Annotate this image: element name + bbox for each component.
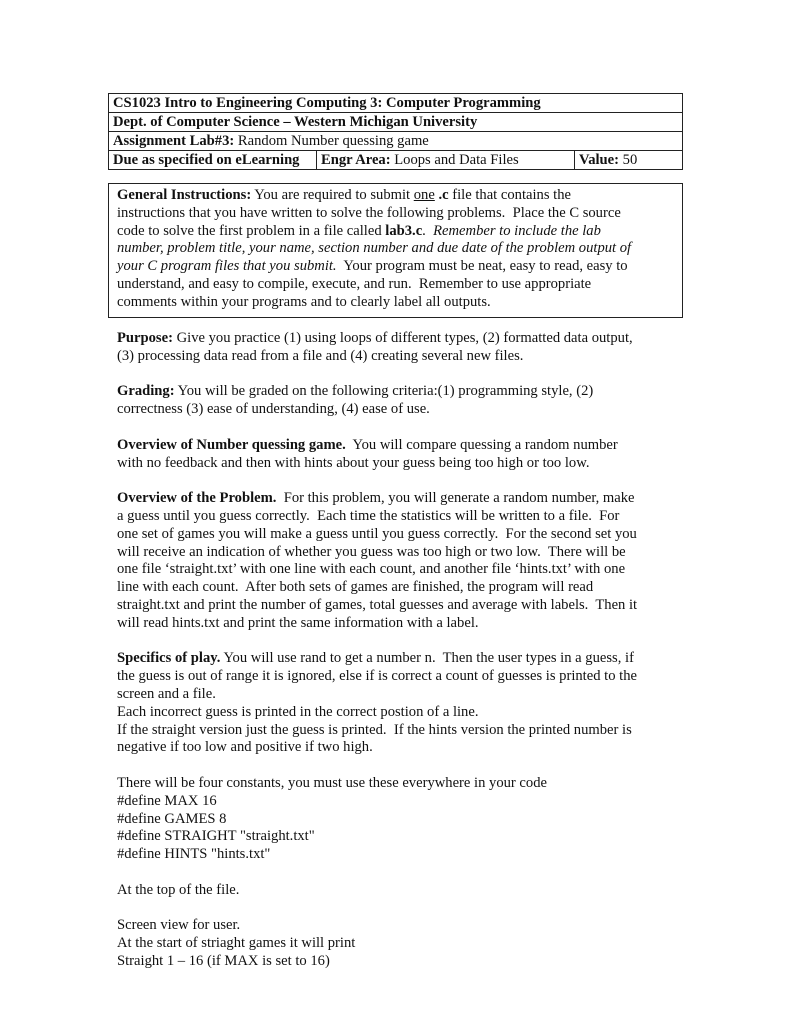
text-segment: #define MAX 16 xyxy=(117,792,217,809)
text-line xyxy=(117,704,687,722)
blank-line xyxy=(117,472,687,490)
assignment-body xyxy=(117,330,687,971)
blank-line xyxy=(117,419,687,437)
assignment-header-table xyxy=(108,93,683,170)
assignment-cell xyxy=(109,132,429,150)
text-line xyxy=(117,650,687,668)
text-segment: If the straight version just the guess is printed. If the hints version the printed number is xyxy=(117,721,632,738)
text-segment: You will compare quessing a random number xyxy=(345,436,618,453)
bold-text: Purpose: xyxy=(117,330,173,346)
text-segment: You will be graded on the following criteria:(1) programming style, (2) xyxy=(174,383,594,400)
text-line xyxy=(117,187,682,205)
text-line xyxy=(117,811,687,829)
assignment-title: Random Number quessing game xyxy=(234,132,429,149)
text-line xyxy=(117,561,687,579)
text-segment: Each incorrect guess is printed in the correct postion of a line. xyxy=(117,703,479,720)
text-line xyxy=(117,846,687,864)
text-segment: For this problem, you will generate a random number, make xyxy=(276,490,635,507)
text-segment: will receive an indication of whether you guess was too high or two low. There will be xyxy=(117,543,626,560)
text-segment: screen and a file. xyxy=(117,685,216,702)
blank-line xyxy=(117,366,687,384)
bold-text: Grading: xyxy=(117,383,175,400)
text-segment: one set of games you will make a guess until you guess correctly. For the second set you xyxy=(117,525,637,542)
text-line xyxy=(117,437,687,455)
text-segment: line with each count. After both sets of games are finished, the program will read xyxy=(117,579,594,596)
text-segment: a guess until you guess correctly. Each time the statistics will be written to a file. For xyxy=(117,507,620,524)
text-line xyxy=(117,953,687,971)
text-line xyxy=(117,615,687,633)
text-segment: will read hints.txt and print the same information with a label. xyxy=(117,614,479,631)
text-line xyxy=(117,401,687,419)
text-line xyxy=(117,455,687,473)
header-row-details xyxy=(109,151,682,169)
value-cell xyxy=(574,151,637,169)
text-segment: code to solve the first problem in a file called xyxy=(117,222,386,239)
text-segment: You are required to submit xyxy=(251,187,414,203)
engr-area-label: Engr Area: xyxy=(321,151,391,168)
assignment-label: Assignment Lab#3: xyxy=(113,132,235,149)
text-line xyxy=(117,490,687,508)
general-instructions-box xyxy=(108,183,683,318)
text-segment: #define HINTS "hints.txt" xyxy=(117,846,271,863)
text-segment: #define GAMES 8 xyxy=(117,810,227,827)
italic-text: Remember to include the lab xyxy=(433,222,601,239)
text-line xyxy=(117,597,687,615)
text-segment: instructions that you have written to solve the following problems. Place the C source xyxy=(117,204,621,221)
blank-line xyxy=(117,633,687,651)
italic-text: your C program files that you submit. xyxy=(117,258,337,275)
header-row-course xyxy=(109,94,682,113)
underlined-text: one xyxy=(413,187,435,203)
text-line xyxy=(117,383,687,401)
text-line xyxy=(117,240,682,258)
text-line xyxy=(117,526,687,544)
text-line xyxy=(117,775,687,793)
bold-text: .c xyxy=(438,187,449,203)
italic-text: number, problem title, your name, section number and due date of the problem output of xyxy=(117,240,632,257)
text-line xyxy=(117,828,687,846)
text-segment: the guess is out of range it is ignored, else if is correct a count of guesses is printed to the xyxy=(117,668,637,685)
text-line xyxy=(117,668,687,686)
text-line xyxy=(117,882,687,900)
header-row-dept xyxy=(109,113,682,132)
bold-text: General Instructions: xyxy=(117,187,252,203)
text-line xyxy=(117,508,687,526)
bold-text: Specifics of play. xyxy=(117,650,221,667)
text-segment: Screen view for user. xyxy=(117,917,241,934)
department: Dept. of Computer Science – Western Michigan University xyxy=(113,113,478,130)
blank-line xyxy=(117,900,687,918)
text-segment: There will be four constants, you must use these everywhere in your code xyxy=(117,774,547,791)
text-segment: one file ‘straight.txt’ with one line with each count, and another file ‘hints.txt’ with one xyxy=(117,561,626,578)
text-segment: Your program must be neat, easy to read, easy to xyxy=(336,258,628,275)
engr-area-cell xyxy=(316,151,574,169)
text-segment: You will use rand to get a number n. Then the user types in a guess, if xyxy=(220,650,634,667)
blank-line xyxy=(117,864,687,882)
text-line xyxy=(117,223,682,241)
course-title: CS1023 Intro to Engineering Computing 3: Computer Programming xyxy=(113,94,541,111)
text-line xyxy=(117,579,687,597)
text-line xyxy=(117,330,687,348)
text-segment: #define STRAIGHT "straight.txt" xyxy=(117,828,315,845)
text-line xyxy=(117,935,687,953)
engr-area-value: Loops and Data Files xyxy=(390,151,519,168)
bold-text: Overview of Number quessing game. xyxy=(117,436,346,453)
bold-text: lab3.c xyxy=(385,222,423,239)
value-value: 50 xyxy=(619,151,638,168)
text-line xyxy=(117,722,687,740)
text-segment: At the start of striaght games it will print xyxy=(117,935,356,952)
text-segment: Give you practice (1) using loops of different types, (2) formatted data output, xyxy=(172,330,633,346)
text-segment: file that contains the xyxy=(448,187,571,203)
text-line xyxy=(117,544,687,562)
bold-text: Overview of the Problem. xyxy=(117,490,277,507)
text-line xyxy=(117,686,687,704)
due-date: Due as specified on eLearning xyxy=(113,151,300,168)
text-line xyxy=(117,793,687,811)
blank-line xyxy=(117,757,687,775)
text-segment: understand, and easy to compile, execute, and run. Remember to use appropriate xyxy=(117,275,592,292)
text-line xyxy=(117,276,682,294)
text-segment: negative if too low and positive if two high. xyxy=(117,739,373,756)
text-line xyxy=(117,739,687,757)
text-segment: At the top of the file. xyxy=(117,881,240,898)
text-line xyxy=(117,205,682,223)
text-segment: (3) processing data read from a file and (4) creating several new files. xyxy=(117,347,524,364)
text-segment: Straight 1 – 16 (if MAX is set to 16) xyxy=(117,952,330,969)
text-line xyxy=(117,258,682,276)
text-segment: comments within your programs and to clearly label all outputs. xyxy=(117,293,491,310)
text-segment: correctness (3) ease of understanding, (4) ease of use. xyxy=(117,401,430,418)
text-segment: straight.txt and print the number of games, total guesses and average with labels. Then it xyxy=(117,596,638,613)
text-segment: with no feedback and then with hints about your guess being too high or too low. xyxy=(117,454,590,471)
text-line xyxy=(117,294,682,312)
text-segment: . xyxy=(422,222,434,239)
value-label: Value: xyxy=(579,151,620,168)
text-line xyxy=(117,917,687,935)
header-row-assignment xyxy=(109,132,682,151)
text-line xyxy=(117,348,687,366)
